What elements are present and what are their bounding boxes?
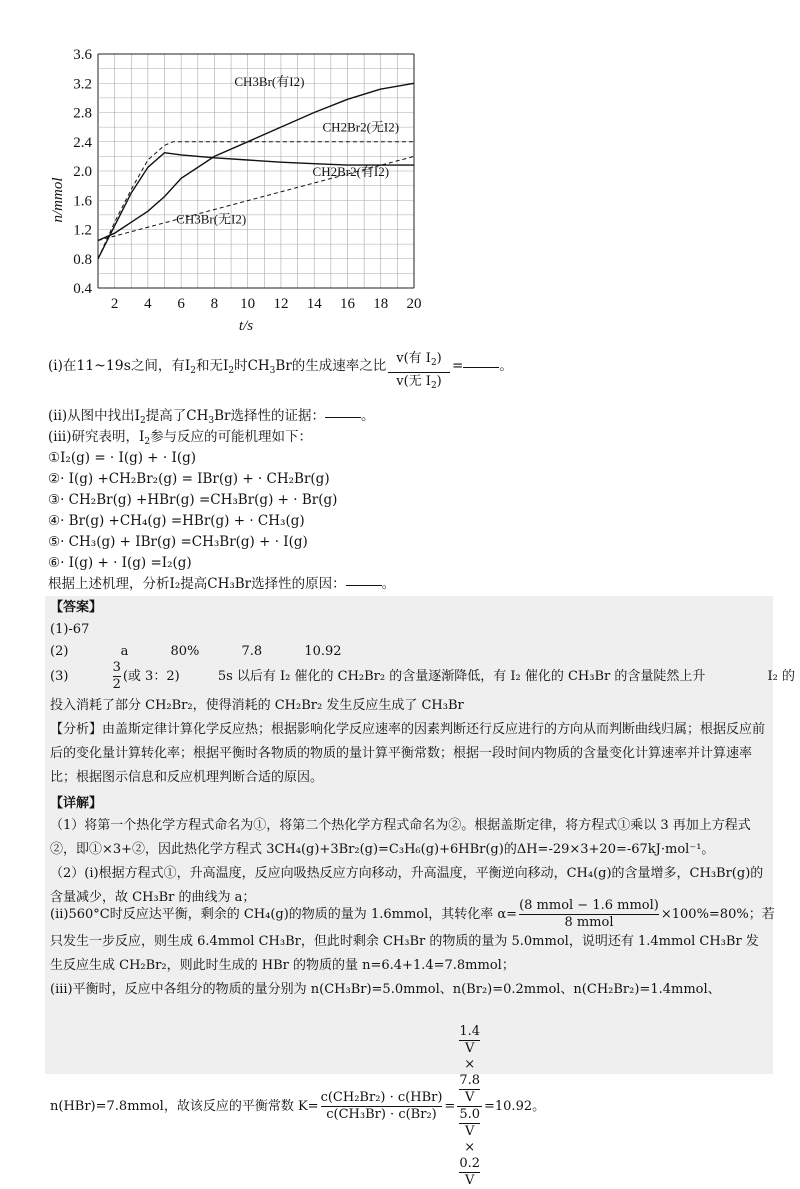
- equilibrium-values-fraction: 1.4 V × 7.8 V 5.0 V × 0.2 V: [459, 1024, 480, 1188]
- answer-blank: [463, 357, 499, 368]
- mechanism-step-6: ⑥· I(g) + · I(g) =I₂(g): [48, 555, 192, 571]
- y-tick-label: 1.6: [73, 193, 92, 210]
- x-tick-label: 16: [339, 296, 355, 312]
- series-line-1: [98, 83, 414, 240]
- curve-label-1: CH3Br(有I2): [234, 74, 305, 90]
- question-i-blank: = 。: [452, 358, 513, 374]
- detail-4: (iii)平衡时，反应中各组分的物质的量分别为 n(CH₃Br)=5.0mmol、n(Br₂)=0.2mmol、n(CH₂Br₂)=1.4mmol、: [50, 982, 721, 997]
- y-tick-label: 2.0: [73, 164, 92, 180]
- mechanism-step-2: ②· I(g) +CH₂Br₂(g) = IBr(g) + · CH₂Br(g): [48, 471, 330, 487]
- detail-heading: 【详解】: [50, 796, 103, 811]
- x-tick-label: 4: [144, 296, 152, 312]
- answer-blank: [325, 407, 361, 418]
- mechanism-step-1: ①I₂(g) = · I(g) + · I(g): [48, 450, 196, 466]
- answer-2: (2) a 80% 7.8 10.92: [50, 644, 342, 659]
- detail-1: （1）将第一个热化学方程式命名为①，将第二个热化学方程式命名为②。根据盖斯定律，将方程式①乘以 3 再加上方程式②，即①×3+②，因此热化学方程式 3CH₄(g)+3Br₂(g)=C₃H₆(g)+6HBr(g)的ΔH=-29×3+20=-67kJ·mol⁻¹。: [50, 818, 751, 857]
- answer-3-fraction: $\frac{3}{2}$: [112, 660, 121, 692]
- x-axis-label: t/s: [238, 318, 254, 334]
- equilibrium-constant-fraction: $\frac{\text{c(CH₂Br₂) · c(HBr)}}{\text{c(CH₃Br) · c(Br₂)}}$: [320, 1090, 443, 1122]
- x-tick-label: 10: [240, 296, 256, 312]
- answer-3: (3) $\frac{3}{2}$ (或 3：2) 5s 以后有 I₂ 催化的 CH₂Br₂ 的含量逐渐降低，有 I₂ 催化的 CH₃Br 的含量陡然上升 I₂ 的: [50, 660, 796, 692]
- curve-label-2: CH2Br2(无I2): [322, 119, 400, 135]
- analysis-paragraph: 【分析】由盖斯定律计算化学反应热；根据影响化学反应速率的因素判断还行反应进行的方向从而判断曲线归属；根据反应前后的变化量计算转化率；根据平衡时各物质的物质的量计算平衡常数；根据一段时间内物质的含量变化计算速率并计算速率比；根据图示信息和反应机理判断合适的原因。: [50, 722, 766, 785]
- y-tick-label: 2.4: [73, 134, 92, 151]
- mechanism-step-4: ④· Br(g) +CH₄(g) =HBr(g) + · CH₃(g): [48, 513, 305, 529]
- y-tick-label: 2.8: [73, 105, 92, 122]
- answer-1: (1)-67: [50, 622, 90, 637]
- conversion-fraction: $\frac{\text{(8 mmol − 1.6 mmol)}}{\text{8 mmol}}$: [519, 898, 659, 930]
- question-iii: (iii)研究表明，$I_2$参与反应的可能机理如下：: [48, 429, 313, 447]
- curve-label-3: CH2Br2(有I2): [312, 164, 390, 180]
- mechanism-step-3: ③· CH₂Br(g) +HBr(g) =CH₃Br(g) + · Br(g): [48, 492, 338, 508]
- x-tick-label: 2: [110, 296, 119, 312]
- x-tick-label: 14: [306, 296, 322, 312]
- x-tick-label: 20: [406, 296, 422, 312]
- x-tick-label: 8: [210, 296, 219, 312]
- y-axis-label: n/mmol: [50, 177, 66, 223]
- answer-3-continued: 投入消耗了部分 CH₂Br₂，使得消耗的 CH₂Br₂ 发生反应生成了 CH₃Br: [50, 698, 464, 713]
- question-ii: (ii)从图中找出$I_2$提高了$CH_3Br$选择性的证据： 。: [48, 408, 375, 426]
- y-tick-label: 0.8: [73, 251, 92, 268]
- detail-3-continued: 只发生一步反应，则生成 6.4mmol CH₃Br，但此时剩余 CH₃Br 的物质的量为 5.0mmol，说明还有 1.4mmol CH₃Br 发生反应生成 CH₂Br₂，则此时生成的 HBr 的物质的量 n=6.4+1.4=7.8mmol；: [50, 934, 759, 973]
- x-tick-label: 18: [373, 296, 389, 312]
- detail-5-line: n(HBr)=7.8mmol，故该反应的平衡常数 K= $\frac{\text{c(CH₂Br₂) · c(HBr)}}{\text{c(CH₃Br) · c(Br₂)}}$ = 1.4 V × 7.8 V 5.0 V × 0.2 V =10.92。: [50, 1024, 546, 1188]
- mechanism-step-5: ⑤· CH₃(g) + IBr(g) =CH₃Br(g) + · I(g): [48, 534, 308, 550]
- answer-blank: [346, 575, 382, 586]
- y-tick-label: 1.2: [73, 222, 92, 239]
- question-i: (i)在11~19s之间，有$I_2$和无$I_2$时$CH_3Br$的生成速率之比: [48, 358, 387, 376]
- answer-heading: 【答案】: [50, 600, 103, 615]
- chart-curve-labels: [176, 74, 399, 226]
- curve-label-4: CH3Br(无I2): [176, 211, 247, 227]
- rate-ratio-fraction: v(有 $I_2$) v(无 $I_2$): [388, 350, 450, 395]
- y-tick-label: 0.4: [73, 281, 92, 297]
- detail-2: （2）(i)根据方程式①，升高温度，反应向吸热反应方向移动，升高温度，平衡逆向移动，CH₄(g)的含量增多，CH₃Br(g)的含量减少，故 CH₃Br 的曲线为 a；: [50, 866, 764, 905]
- line-chart: [40, 40, 440, 340]
- x-tick-label: 12: [273, 296, 289, 312]
- question-iv: 根据上述机理，分析I₂提高CH₃Br选择性的原因： 。: [48, 576, 396, 592]
- detail-3-line: (ii)560°C时反应达平衡，剩余的 CH₄(g)的物质的量为 1.6mmol，其转化率 α= $\frac{\text{(8 mmol − 1.6 mmol)}}{\text{8 mmol}}$ ×100%=80%；若: [50, 898, 775, 930]
- x-tick-label: 6: [177, 296, 185, 312]
- y-tick-label: 3.2: [73, 76, 92, 93]
- y-tick-label: 3.6: [73, 47, 92, 63]
